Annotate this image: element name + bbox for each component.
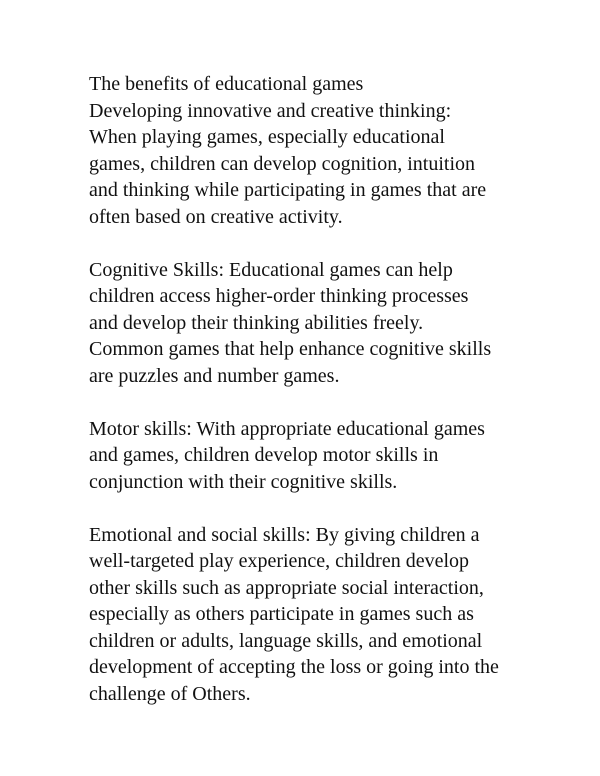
text-line: development of accepting the loss or going into the xyxy=(89,656,499,678)
text-line: well-targeted play experience, children develop xyxy=(89,550,470,572)
text-line: Common games that help enhance cognitive skills xyxy=(89,338,492,360)
text-line: Motor skills: With appropriate educational games xyxy=(89,417,485,440)
text-line: games, children can develop cognition, intuition xyxy=(89,152,476,175)
paragraph-benefits-intro xyxy=(89,71,569,230)
text-line: children access higher-order thinking processes xyxy=(89,285,469,307)
text-line: are puzzles and number games. xyxy=(89,364,340,387)
text-line: conjunction with their cognitive skills. xyxy=(89,470,398,493)
text-line: challenge of Others. xyxy=(89,682,251,705)
document-body xyxy=(89,71,569,707)
text-line: and develop their thinking abilities freely. xyxy=(89,311,424,334)
text-line: children or adults, language skills, and emotional xyxy=(89,629,483,652)
text-line: When playing games, especially educational xyxy=(89,126,445,148)
text-line: Developing innovative and creative thinking: xyxy=(89,99,452,122)
text-line: Emotional and social skills: By giving children a xyxy=(89,523,480,546)
paragraph-motor-skills xyxy=(89,416,569,496)
text-line: other skills such as appropriate social interaction, xyxy=(89,576,484,599)
text-line: and games, children develop motor skills in xyxy=(89,444,439,466)
text-line: often based on creative activity. xyxy=(89,205,343,228)
text-line: especially as others participate in games such as xyxy=(89,603,474,625)
paragraph-cognitive-skills xyxy=(89,257,569,390)
document-title: The benefits of educational games xyxy=(89,73,364,95)
text-line: and thinking while participating in games that are xyxy=(89,179,487,201)
text-line: Cognitive Skills: Educational games can help xyxy=(89,258,453,281)
paragraph-emotional-social-skills xyxy=(89,522,569,708)
